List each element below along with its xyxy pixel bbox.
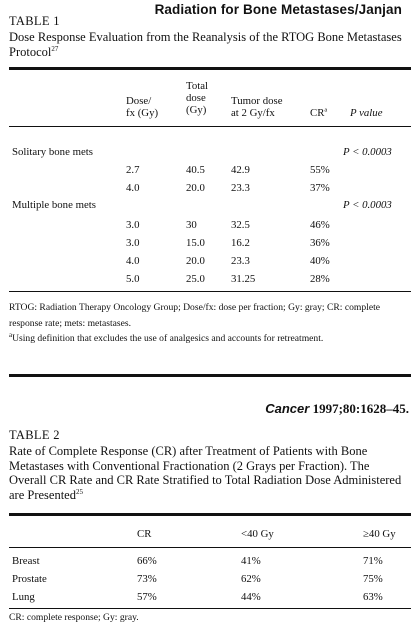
table1-row-cr: 55% xyxy=(310,164,330,176)
table1-header-dose-fx-line2: fx (Gy) xyxy=(126,107,159,120)
table2-label: TABLE 2 xyxy=(9,428,60,442)
citation xyxy=(265,401,409,417)
table1-row-cr: 37% xyxy=(310,182,330,194)
table2-bottom-rule xyxy=(9,608,411,609)
table1-group1-label: Solitary bone mets xyxy=(12,146,93,158)
table1-row-total-dose: 30 xyxy=(186,219,197,231)
table1-footnote-a-mark: a xyxy=(9,330,13,339)
table2-caption-text: Rate of Complete Response (CR) after Treatment of Patients with Bone Metastases with Conventional Fractionation (2 Grays per Fraction). The Overall CR Rate and CR Rate Stratified to Total Radiation Dose Administered are Presented xyxy=(9,444,402,502)
table1-row-dose-fx: 3.0 xyxy=(126,237,140,249)
table1-group1-p-value: P < 0.0003 xyxy=(343,146,392,158)
table1-footnote-a xyxy=(9,331,413,347)
table1-row-total-dose: 15.0 xyxy=(186,237,205,249)
table1-group2-label: Multiple bone mets xyxy=(12,199,96,211)
table1-header-cr-mark: a xyxy=(324,106,328,114)
table1-header-tumor-dose-line1: Tumor dose xyxy=(231,95,283,107)
table2-header-ge40: ≥40 Gy xyxy=(363,528,396,540)
table1-bottom-rule xyxy=(9,291,411,292)
table1-header-rule xyxy=(9,126,411,127)
table1-row-dose-fx: 5.0 xyxy=(126,273,140,285)
table1-header-total-dose-line1: Total xyxy=(186,80,209,92)
table1-row-tumor-dose: 23.3 xyxy=(231,255,250,267)
table1-row-tumor-dose: 31.25 xyxy=(231,273,256,285)
table2-row-lt40: 62% xyxy=(241,573,261,585)
table1-row-tumor-dose: 42.9 xyxy=(231,164,250,176)
table2-caption-ref: 25 xyxy=(75,487,83,496)
table1-row-total-dose: 20.0 xyxy=(186,182,205,194)
table1-footnote-abbrev: RTOG: Radiation Therapy Oncology Group; Dose/fx: dose per fraction; Gy: gray; CR: complete response rate; mets: metastases. xyxy=(9,302,381,329)
table1-row-cr: 36% xyxy=(310,237,330,249)
table1-caption-ref: 27 xyxy=(51,44,59,53)
table1-end-rule xyxy=(9,374,411,377)
table1-caption xyxy=(9,30,409,59)
table1-header-total-dose-line3: (Gy) xyxy=(186,104,207,117)
table2-row-ge40: 71% xyxy=(363,555,383,567)
table1-row-total-dose: 40.5 xyxy=(186,164,205,176)
table2-row-site: Prostate xyxy=(12,573,47,585)
table1-header-p-value: P value xyxy=(350,107,383,119)
table1-header-tumor-dose xyxy=(231,95,283,119)
table2-footnote: CR: complete response; Gy: gray. xyxy=(9,612,139,623)
table1-header-cr-label: CR xyxy=(310,107,325,119)
table1-caption-text: Dose Response Evaluation from the Reanalysis of the RTOG Bone Metastases Protocol xyxy=(9,30,402,59)
table1-row-total-dose: 20.0 xyxy=(186,255,205,267)
table1-row-tumor-dose: 16.2 xyxy=(231,237,250,249)
table1-row-tumor-dose: 32.5 xyxy=(231,219,250,231)
table2-row-site: Breast xyxy=(12,555,40,567)
table1-top-rule xyxy=(9,67,411,70)
table1-row-dose-fx: 4.0 xyxy=(126,182,140,194)
table2-top-rule xyxy=(9,513,411,516)
table2-row-cr: 73% xyxy=(137,573,157,585)
running-head: Radiation for Bone Metastases/Janjan xyxy=(154,2,402,17)
table2-row-cr: 66% xyxy=(137,555,157,567)
table2-header-lt40: <40 Gy xyxy=(241,528,274,540)
table2-header-cr: CR xyxy=(137,528,152,540)
citation-details: 1997;80:1628–45. xyxy=(309,401,409,416)
table1-header-dose-fx xyxy=(126,95,158,119)
table1-header-total-dose-line2: dose xyxy=(186,92,206,105)
table1-row-cr: 28% xyxy=(310,273,330,285)
table1-header-dose-fx-line1: Dose/ xyxy=(126,95,152,107)
table1-row-dose-fx: 2.7 xyxy=(126,164,140,176)
table1-group2-p-value: P < 0.0003 xyxy=(343,199,392,211)
table1-row-dose-fx: 4.0 xyxy=(126,255,140,267)
table1-row-cr: 46% xyxy=(310,219,330,231)
table1-row-total-dose: 25.0 xyxy=(186,273,205,285)
table1-row-tumor-dose: 23.3 xyxy=(231,182,250,194)
table1-header-cr xyxy=(310,107,327,119)
table2-row-cr: 57% xyxy=(137,591,157,603)
table2-row-lt40: 44% xyxy=(241,591,261,603)
table1-header-total-dose xyxy=(186,80,208,117)
table2-caption xyxy=(9,444,409,502)
table1-row-cr: 40% xyxy=(310,255,330,267)
table2-row-ge40: 75% xyxy=(363,573,383,585)
table2-row-ge40: 63% xyxy=(363,591,383,603)
table1-footnote-a-text: Using definition that excludes the use of analgesics and accounts for retreatment. xyxy=(12,333,324,344)
table1-row-dose-fx: 3.0 xyxy=(126,219,140,231)
table2-header-rule xyxy=(9,547,411,548)
table1-header-tumor-dose-line2: at 2 Gy/fx xyxy=(231,107,275,120)
table2-row-lt40: 41% xyxy=(241,555,261,567)
table2-row-site: Lung xyxy=(12,591,35,603)
table1-label: TABLE 1 xyxy=(9,14,60,28)
citation-journal: Cancer xyxy=(265,401,310,416)
